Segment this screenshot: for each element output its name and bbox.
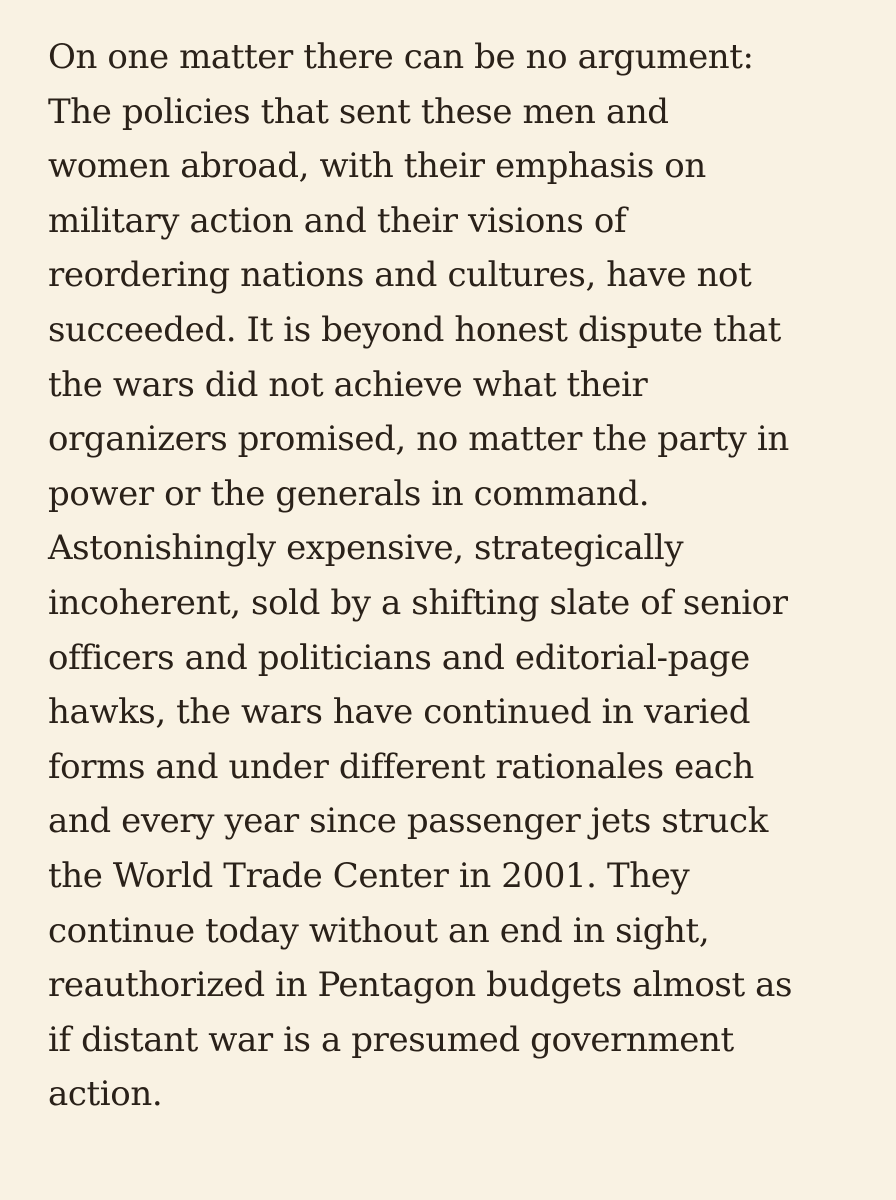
paragraph-line: and every year since passenger jets struck: [48, 801, 768, 842]
paragraph-line: reauthorized in Pentagon budgets almost as: [48, 965, 793, 1006]
paragraph-line: On one matter there can be no argument:: [48, 37, 754, 77]
paragraph-line: organizers promised, no matter the party in: [48, 419, 789, 460]
paragraph-line: The policies that sent these men and: [48, 91, 669, 132]
paragraph-line: the World Trade Center in 2001. They: [48, 855, 690, 896]
paragraph-line: military action and their visions of: [48, 200, 627, 241]
paragraph-line: action.: [48, 1074, 163, 1115]
paragraph-line: forms and under different rationales each: [48, 746, 754, 787]
paragraph-line: incoherent, sold by a shifting slate of senior: [48, 582, 788, 623]
paragraph-line: the wars did not achieve what their: [48, 364, 648, 405]
paragraph-line: officers and politicians and editorial-page: [48, 637, 750, 678]
article-paragraph: [48, 30, 858, 1122]
paragraph-line: reordering nations and cultures, have not: [48, 255, 752, 296]
paragraph-line: succeeded. It is beyond honest dispute that: [48, 309, 781, 350]
paragraph-line: continue today without an end in sight,: [48, 910, 710, 951]
paragraph-line: Astonishingly expensive, strategically: [48, 528, 684, 569]
paragraph-line: women abroad, with their emphasis on: [48, 146, 706, 187]
paragraph-line: if distant war is a presumed government: [48, 1019, 734, 1060]
paragraph-line: hawks, the wars have continued in varied: [48, 692, 751, 733]
paragraph-line: power or the generals in command.: [48, 473, 650, 514]
